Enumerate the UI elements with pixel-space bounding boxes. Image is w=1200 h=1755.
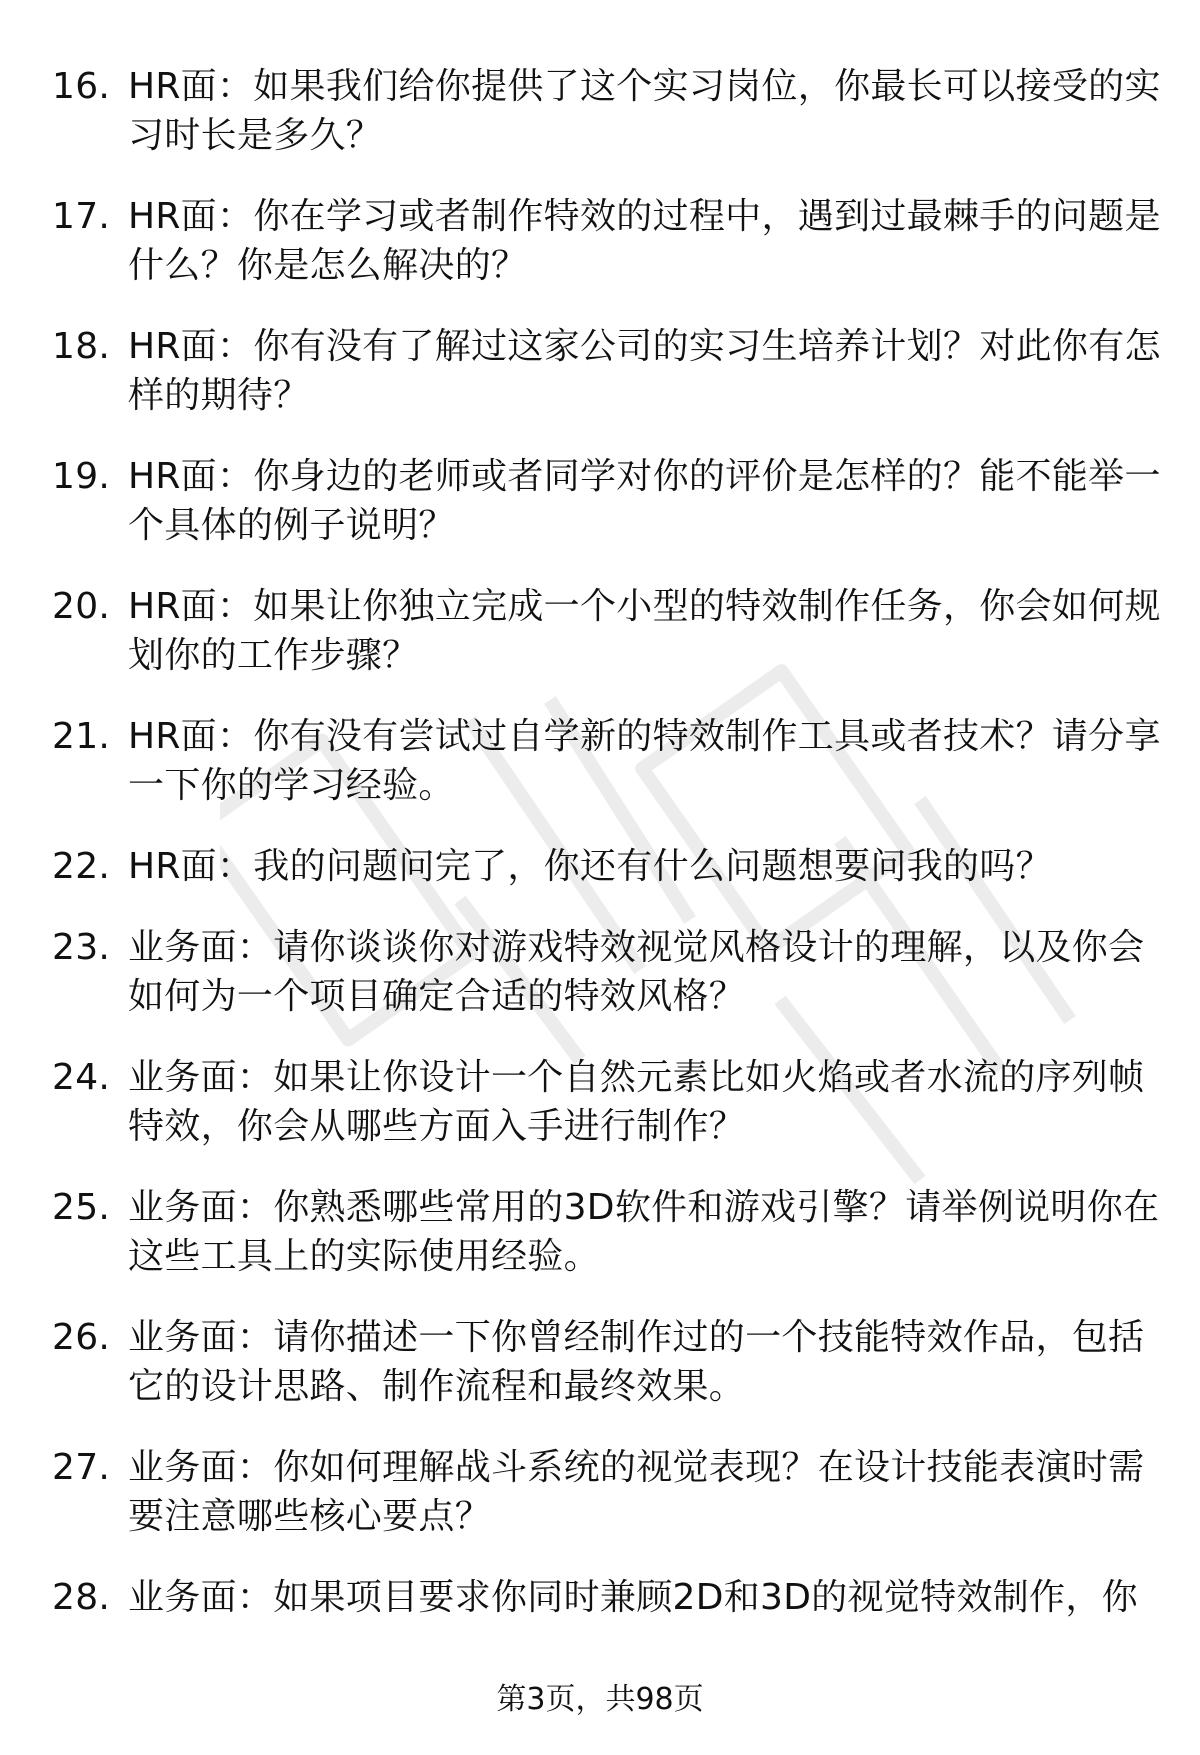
question-number: 24. (52, 1057, 111, 1098)
question-text: HR面：如果让你独立完成一个小型的特效制作任务，你会如何规划你的工作步骤？ (128, 586, 1161, 676)
question-item (52, 1443, 1162, 1541)
question-text: 业务面：请你描述一下你曾经制作过的一个技能特效作品，包括它的设计思路、制作流程和最终效果。 (128, 1317, 1145, 1407)
question-text: 业务面：如果项目要求你同时兼顾2D和3D的视觉特效制作，你 (128, 1577, 1138, 1618)
question-item (52, 842, 1162, 891)
question-number: 22. (52, 846, 111, 887)
question-number: 21. (52, 716, 111, 757)
question-list (52, 62, 1162, 1654)
question-number: 17. (52, 196, 111, 237)
question-text: HR面：我的问题问完了，你还有什么问题想要问我的吗？ (128, 846, 1052, 887)
question-number: 20. (52, 586, 111, 627)
question-item (52, 452, 1162, 550)
question-item (52, 192, 1162, 290)
question-number: 25. (52, 1187, 111, 1228)
question-item (52, 712, 1162, 810)
question-item (52, 62, 1162, 160)
question-item (52, 1053, 1162, 1151)
question-number: 19. (52, 456, 111, 497)
question-number: 16. (52, 66, 111, 107)
question-item (52, 322, 1162, 420)
question-number: 23. (52, 927, 111, 968)
question-text: HR面：如果我们给你提供了这个实习岗位，你最长可以接受的实习时长是多久？ (128, 66, 1161, 156)
question-text: HR面：你有没有尝试过自学新的特效制作工具或者技术？请分享一下你的学习经验。 (128, 716, 1161, 806)
question-number: 26. (52, 1317, 111, 1358)
question-number: 28. (52, 1577, 111, 1618)
question-number: 18. (52, 326, 111, 367)
question-item (52, 1313, 1162, 1411)
question-text: HR面：你在学习或者制作特效的过程中，遇到过最棘手的问题是什么？你是怎么解决的？ (128, 196, 1161, 286)
question-text: 业务面：你如何理解战斗系统的视觉表现？在设计技能表演时需要注意哪些核心要点？ (128, 1447, 1145, 1537)
question-text: 业务面：你熟悉哪些常用的3D软件和游戏引擎？请举例说明你在这些工具上的实际使用经验。 (128, 1187, 1160, 1277)
question-text: 业务面：请你谈谈你对游戏特效视觉风格设计的理解，以及你会如何为一个项目确定合适的特效风格？ (128, 927, 1145, 1017)
question-text: HR面：你有没有了解过这家公司的实习生培养计划？对此你有怎样的期待？ (128, 326, 1161, 416)
question-text: HR面：你身边的老师或者同学对你的评价是怎样的？能不能举一个具体的例子说明？ (128, 456, 1161, 546)
question-item (52, 1183, 1162, 1281)
question-item (52, 1573, 1162, 1622)
question-number: 27. (52, 1447, 111, 1488)
question-text: 业务面：如果让你设计一个自然元素比如火焰或者水流的序列帧特效，你会从哪些方面入手进行制作？ (128, 1057, 1145, 1147)
question-item (52, 582, 1162, 680)
page-number-footer: 第3页，共98页 (496, 1682, 704, 1717)
question-item (52, 923, 1162, 1021)
